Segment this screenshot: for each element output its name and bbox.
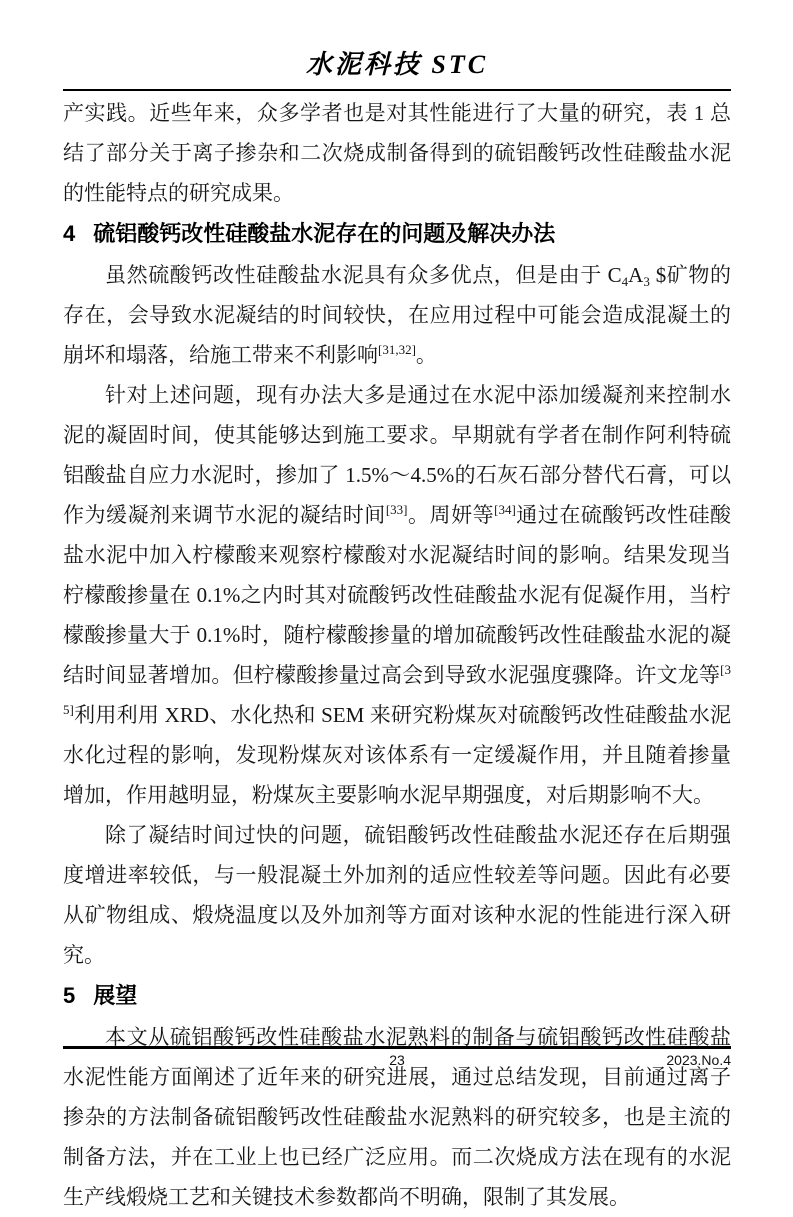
section-4-heading [63, 215, 731, 253]
journal-header [63, 0, 731, 91]
text-run: 通过在硫酸钙改性硅酸盐水泥中加入柠檬酸来观察柠檬酸对水泥凝结时间的影响。结果发现当柠檬酸掺量在 0.1%之内时其对硫酸钙改性硅酸盐水泥有促凝作用，当柠檬酸掺量大于 0.1%时，随柠檬酸掺量的增加硫酸钙改性硅酸盐水泥的凝结时间显著增加。但柠檬酸掺量过高会到导致水泥强度骤降。许文龙等 [63, 503, 731, 687]
journal-title: 水泥科技 STC [305, 50, 489, 79]
reference-superscript: [35] [63, 662, 731, 717]
text-run: $矿物的存在，会导致水泥凝结的时间较快，在应用过程中可能会造成混凝土的崩坏和塌落，给施工带来不利影响 [63, 263, 731, 367]
text-run: 。周妍等 [407, 503, 495, 527]
footer-row [63, 1049, 731, 1073]
text-run: 针对上述问题，现有办法大多是通过在水泥中添加缓凝剂来控制水泥的凝固时间，使其能够达到施工要求。早期就有学者在制作阿利特硫铝酸盐自应力水泥时，掺加了 1.5%～4.5%的石灰石部分替代石膏，可以作为缓凝剂来调节水泥的凝结时间 [63, 383, 731, 527]
text-run: 本文从硫铝酸钙改性硅酸盐水泥熟料的制备与硫铝酸钙改性硅酸盐水泥性能方面阐述了近年来的研究进展，通过总结发现，目前通过离子掺杂的方法制备硫铝酸钙改性硅酸盐水泥熟料的研究较多，也是主流的制备方法，并在工业上也已经广泛应用。而二次烧成方法在现有的水泥生产线煅烧工艺和关键技术参数都尚不明确，限制了其发展。 [63, 1025, 731, 1209]
section-5-title: 展望 [93, 983, 138, 1008]
text-run: 产实践。近些年来，众多学者也是对其性能进行了大量的研究，表 1 总结了部分关于离子掺杂和二次烧成制备得到的硫铝酸钙改性硅酸盐水泥的性能特点的研究成果。 [63, 101, 731, 205]
page-footer [63, 1046, 731, 1073]
text-run: 除了凝结时间过快的问题，硫铝酸钙改性硅酸盐水泥还存在后期强度增进率较低，与一般混凝土外加剂的适应性较差等问题。因此有必要从矿物组成、煅烧温度以及外加剂等方面对该种水泥的性能进行深入研究。 [63, 823, 731, 967]
issue-number: 2023.No.4 [666, 1052, 731, 1068]
document-page [63, 0, 731, 1209]
section-5-heading [63, 977, 731, 1015]
reference-superscript: [31,32] [378, 342, 416, 357]
section-4-paragraph-1 [63, 255, 731, 375]
section-4-paragraph-3 [63, 815, 731, 975]
reference-superscript: [34] [494, 502, 516, 517]
section-4-paragraph-2 [63, 375, 731, 815]
text-run: A [628, 263, 644, 287]
text-run: 。 [415, 343, 437, 367]
section-4-title: 硫铝酸钙改性硅酸盐水泥存在的问题及解决办法 [93, 221, 556, 246]
text-run: 虽然硫酸钙改性硅酸盐水泥具有众多优点，但是由于 C [105, 263, 622, 287]
reference-superscript: [33] [385, 502, 408, 517]
intro-paragraph [63, 93, 731, 213]
text-run: 利用利用 XRD、水化热和 SEM 来研究粉煤灰对硫酸钙改性硅酸盐水泥水化过程的影响，发现粉煤灰对该体系有一定缓凝作用，并且随着掺量增加，作用越明显，粉煤灰主要影响水泥早期强度，对后期影响不大。 [63, 703, 731, 807]
section-5-number: 5 [63, 983, 76, 1008]
formula-subscript: 4 [621, 274, 629, 289]
section-4-number: 4 [63, 221, 76, 246]
formula-subscript: 3 [643, 274, 650, 289]
page-number: 23 [389, 1052, 405, 1068]
